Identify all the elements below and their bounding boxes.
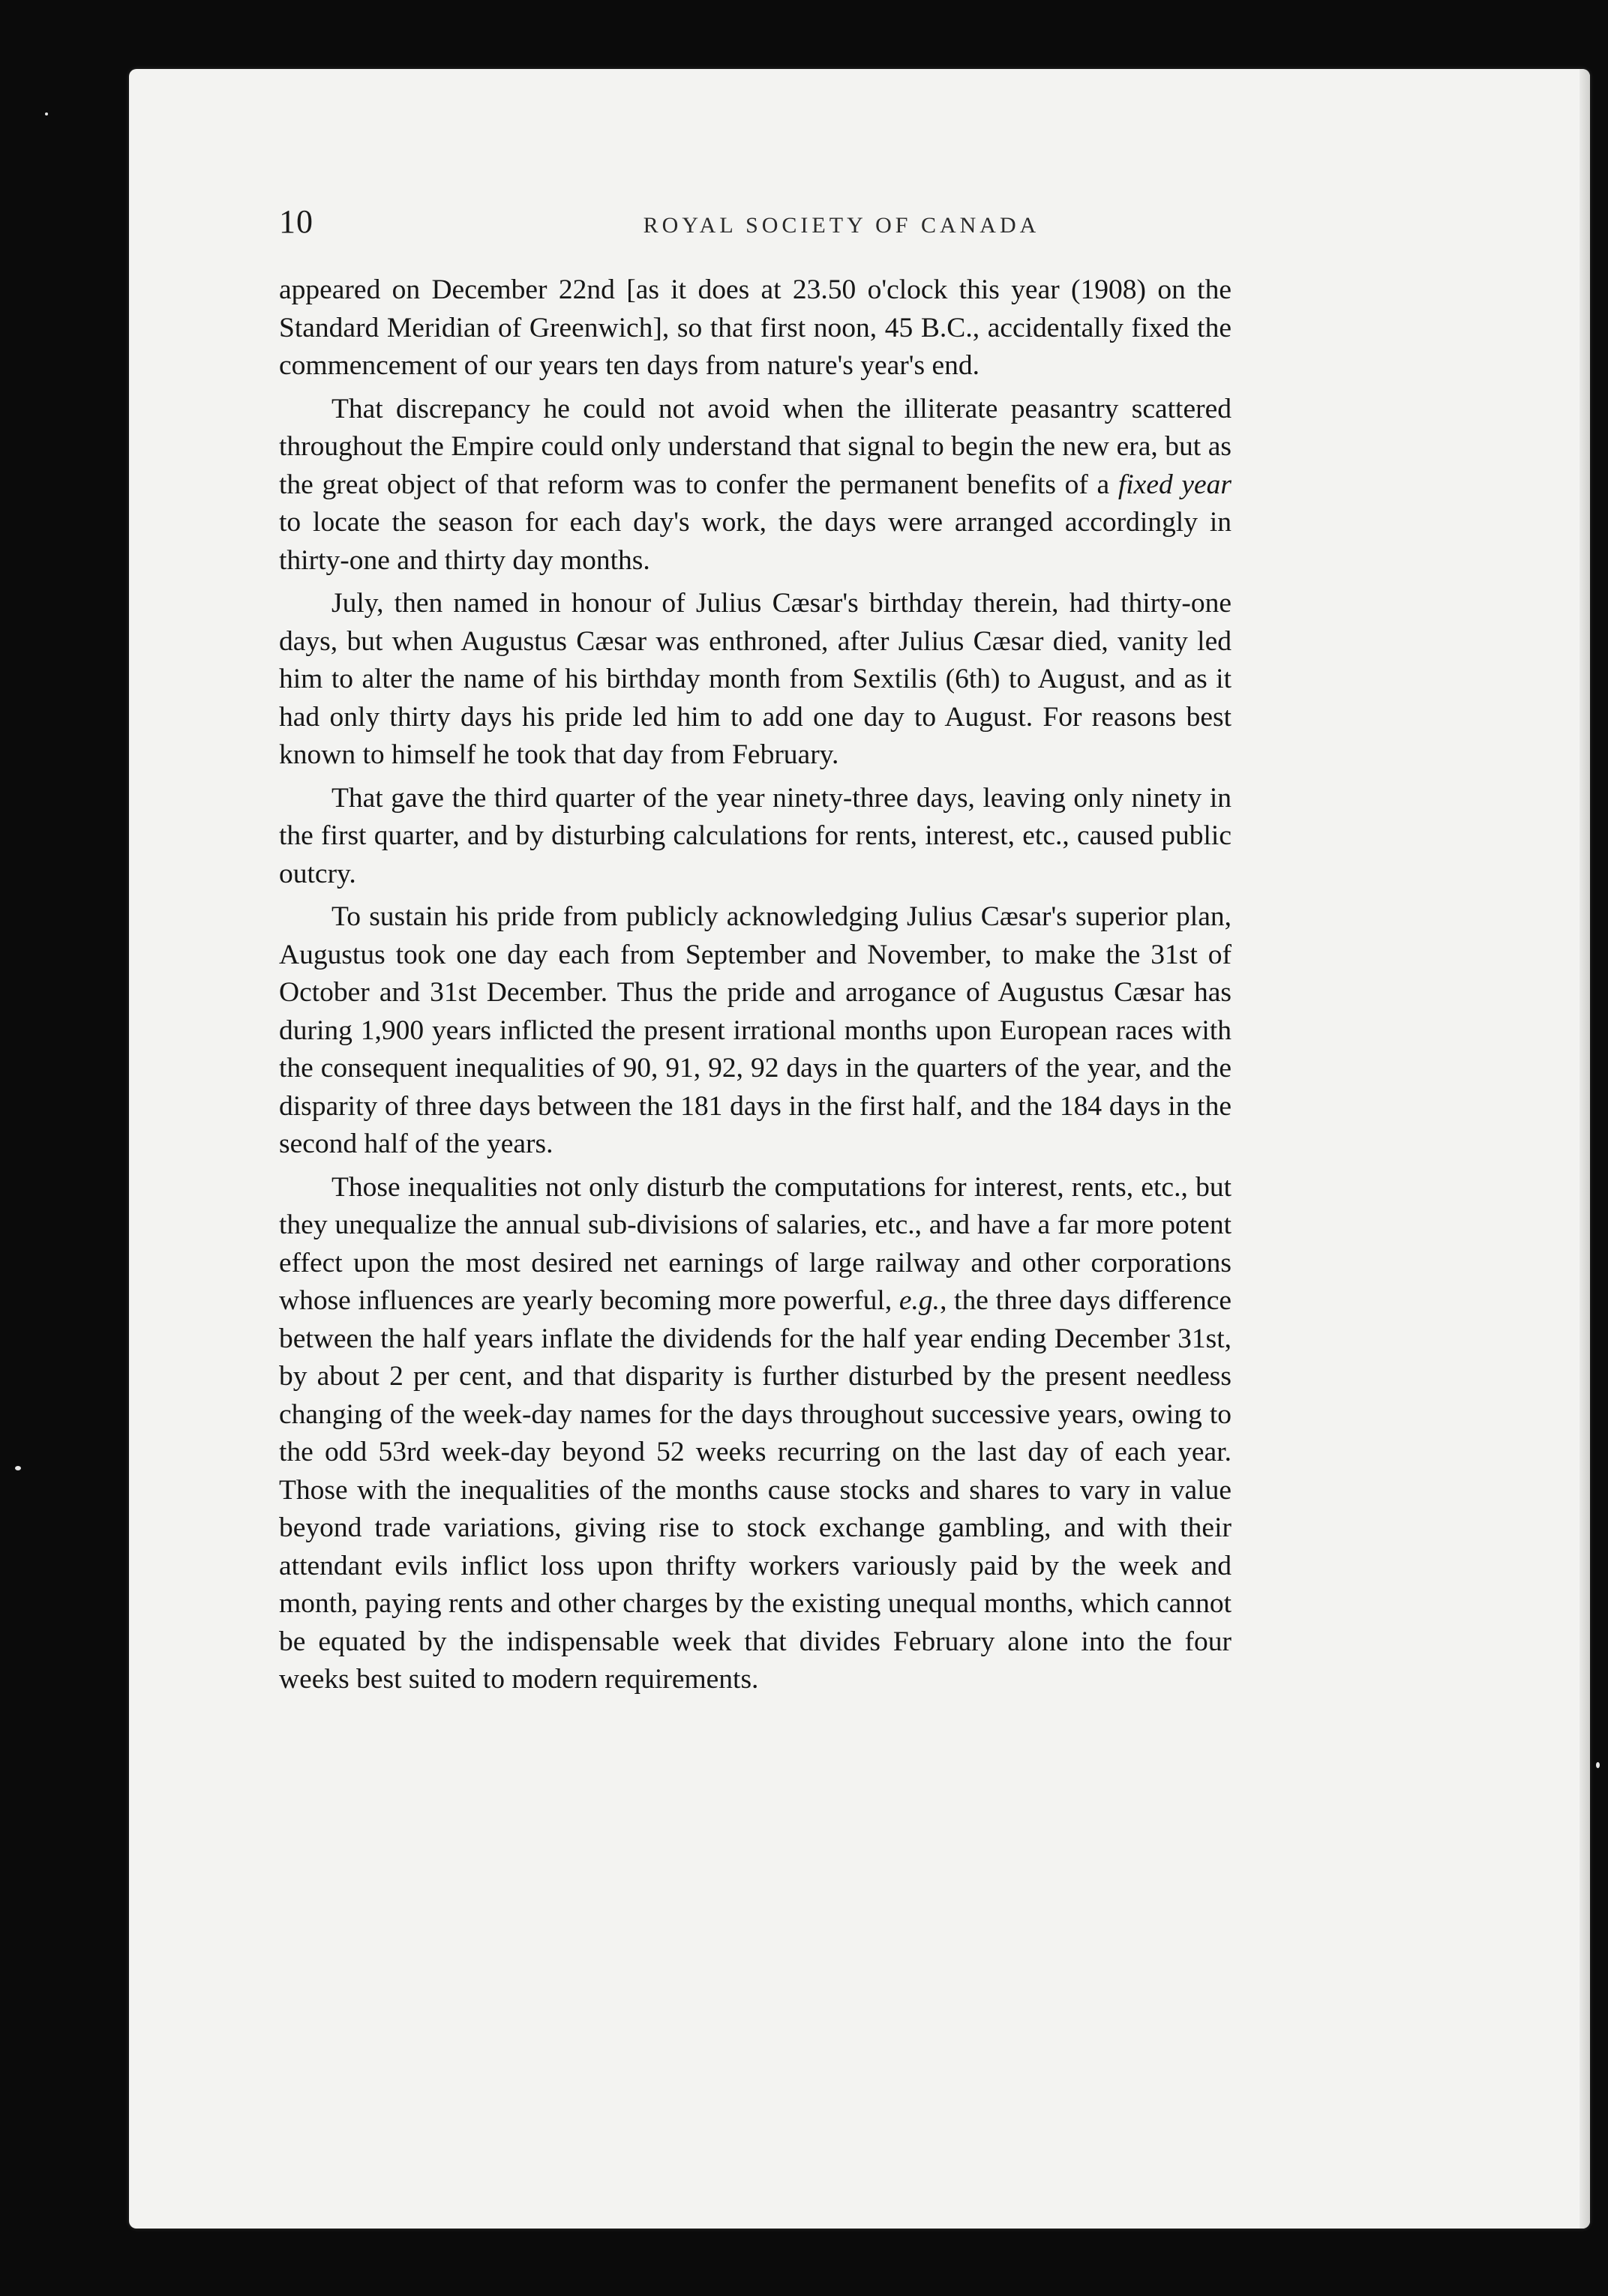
body-text: [279, 271, 1232, 1704]
scan-speck: [15, 1466, 21, 1470]
page-header: [279, 202, 1359, 262]
page-edge-shadow: [1580, 69, 1590, 2229]
running-head: ROYAL SOCIETY OF CANADA: [643, 213, 1040, 238]
paragraph-6: [279, 1169, 1232, 1699]
page-number: 10: [279, 203, 314, 240]
scan-speck: [45, 112, 48, 115]
paragraph-2-part-b: to locate the season for each day's work, the days were arranged accordingly in thirty-one and thirty day months.: [279, 507, 1232, 576]
paragraph-6-italic: e.g.: [898, 1285, 940, 1316]
paragraph-3: July, then named in honour of Julius Cæsar's birthday therein, had thirty-one days, but when Augustus Cæsar was enthroned, after Julius Cæsar died, vanity led him to alter the name of his birthday month from Sextilis (6th) to August, and as it had only thirty days his pride led him to add one day to August. For reasons best known to himself he took that day from February.: [279, 588, 1232, 770]
paragraph-4: That gave the third quarter of the year ninety-three days, leaving only ninety in the first quarter, and by disturbing calculations for rents, interest, etc., caused public outcry.: [279, 782, 1232, 889]
paragraph-5: To sustain his pride from publicly acknowledging Julius Cæsar's superior plan, Augustus took one day each from September and November, to make the 31st of October and 31st December. Thus the pride and arrogance of Augustus Cæsar has during 1,900 years inflicted the present irrational months upon European races with the consequent inequalities of 90, 91, 92, 92 days in the quarters of the year, and the disparity of three days between the 181 days in the first half, and the 184 days in the second half of the years.: [279, 901, 1232, 1159]
paragraph-2-italic: fixed year: [1118, 469, 1232, 500]
paragraph-2: [279, 391, 1232, 580]
paragraph-6-part-a: Those inequalities not only disturb the computations for interest, rents, etc., but they unequalize the annual sub-divisions of salaries, etc., and have a far more potent effect upon the most desired net earnings of large railway and other corporations whose influences are yearly becoming more powerful,: [279, 1171, 1232, 1316]
paragraph-2-part-a: That discrepancy he could not avoid when the illiterate peasantry scattered throughout the Empire could only understand that signal to begin the new era, but as the great object of that reform was to confer the permanent benefits of a: [279, 393, 1232, 500]
paragraph-6-part-b: , the three days difference between the half years inflate the dividends for the half year ending December 31st, by about 2 per cent, and that disparity is further disturbed by the present needless changing of the week-day names for the days throughout successive years, owing to the odd 53rd week-day beyond 52 weeks recurring on the last day of each year. Those with the inequalities of the months cause stocks and shares to vary in value beyond trade variations, giving rise to stock exchange gambling, and with their attendant evils inflict loss upon thrifty workers variously paid by the week and month, paying rents and other charges by the existing unequal months, which cannot be equated by the indispensable week that divides February alone into the four weeks best suited to modern requirements.: [279, 1285, 1232, 1695]
scan-speck: [1596, 1762, 1600, 1768]
paragraph-1: appeared on December 22nd [as it does at 23.50 o'clock this year (1908) on the Standard Meridian of Greenwich], so that first noon, 45 B.C., accidentally fixed the commencement of our years ten days from nature's year's end.: [279, 274, 1232, 381]
